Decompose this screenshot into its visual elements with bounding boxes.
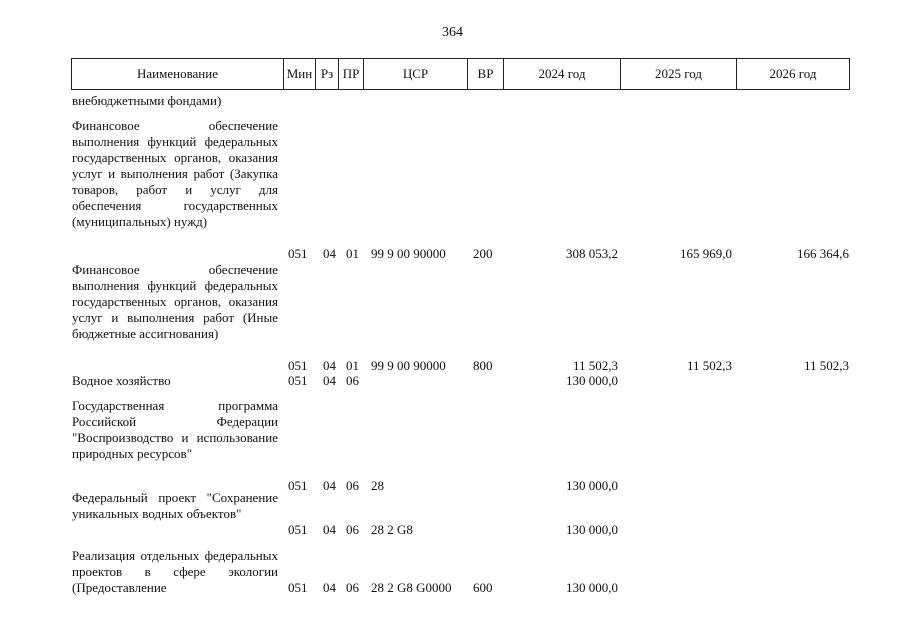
cell-rz: 04 xyxy=(323,522,336,537)
cell-rz: 04 xyxy=(323,246,336,261)
page-number: 364 xyxy=(442,25,463,40)
cell-rz: 04 xyxy=(323,373,336,388)
header-csr: ЦСР xyxy=(363,59,467,89)
row-name: Федеральный проект "Сохранение уникальных водных объектов" xyxy=(72,490,278,521)
row-name: внебюджетными фондами) xyxy=(72,93,222,108)
cell-min: 051 xyxy=(288,358,308,373)
row-name: Финансовое обеспечение выполнения функций федеральных государственных органов, оказания услуг и выполнения работ (Иные бюджетные ассигнования) xyxy=(72,262,278,341)
cell-rz: 04 xyxy=(323,478,336,493)
cell-y2024: 130 000,0 xyxy=(566,373,618,388)
cell-csr: 99 9 00 90000 xyxy=(371,358,446,373)
header-2024: 2024 год xyxy=(503,59,620,89)
cell-pr: 06 xyxy=(346,373,359,388)
cell-csr: 28 2 G8 G0000 xyxy=(371,580,452,595)
cell-y2025: 11 502,3 xyxy=(686,358,732,373)
cell-vr: 800 xyxy=(473,358,493,373)
header-min: Мин xyxy=(283,59,315,89)
header-name: Наименование xyxy=(137,66,218,81)
header-2026: 2026 год xyxy=(736,59,849,89)
cell-pr: 01 xyxy=(346,246,359,261)
cell-min: 051 xyxy=(288,246,308,261)
cell-rz: 04 xyxy=(323,358,336,373)
cell-y2026: 166 364,6 xyxy=(797,246,849,261)
cell-pr: 06 xyxy=(346,580,359,595)
row-name: Финансовое обеспечение выполнения функций федеральных государственных органов, оказания услуг и выполнения работ (Закупка товаров, работ и услуг для обеспечения государственных (муниципальных) нужд) xyxy=(72,118,278,229)
header-vr: ВР xyxy=(467,59,503,89)
header-pr: ПР xyxy=(338,59,363,89)
row-name: Реализация отдельных федеральных проектов в сфере экологии (Предоставление xyxy=(72,548,278,595)
cell-y2024: 11 502,3 xyxy=(572,358,618,373)
cell-y2026: 11 502,3 xyxy=(803,358,849,373)
header-rz: Рз xyxy=(315,59,338,89)
cell-y2024: 130 000,0 xyxy=(566,580,618,595)
cell-min: 051 xyxy=(288,478,308,493)
cell-y2024: 130 000,0 xyxy=(566,522,618,537)
cell-min: 051 xyxy=(288,522,308,537)
header-2025: 2025 год xyxy=(620,59,736,89)
row-name: Государственная программа Российской Федерации "Воспроизводство и использование природных ресурсов" xyxy=(72,398,278,461)
cell-rz: 04 xyxy=(323,580,336,595)
cell-min: 051 xyxy=(288,373,308,388)
cell-y2024: 130 000,0 xyxy=(566,478,618,493)
row-name: Водное хозяйство xyxy=(72,373,171,388)
cell-vr: 600 xyxy=(473,580,493,595)
cell-y2025: 165 969,0 xyxy=(680,246,732,261)
cell-pr: 06 xyxy=(346,522,359,537)
cell-y2024: 308 053,2 xyxy=(566,246,618,261)
cell-min: 051 xyxy=(288,580,308,595)
cell-csr: 99 9 00 90000 xyxy=(371,246,446,261)
cell-csr: 28 2 G8 xyxy=(371,522,413,537)
cell-vr: 200 xyxy=(473,246,493,261)
cell-csr: 28 xyxy=(371,478,384,493)
cell-pr: 06 xyxy=(346,478,359,493)
cell-pr: 01 xyxy=(346,358,359,373)
